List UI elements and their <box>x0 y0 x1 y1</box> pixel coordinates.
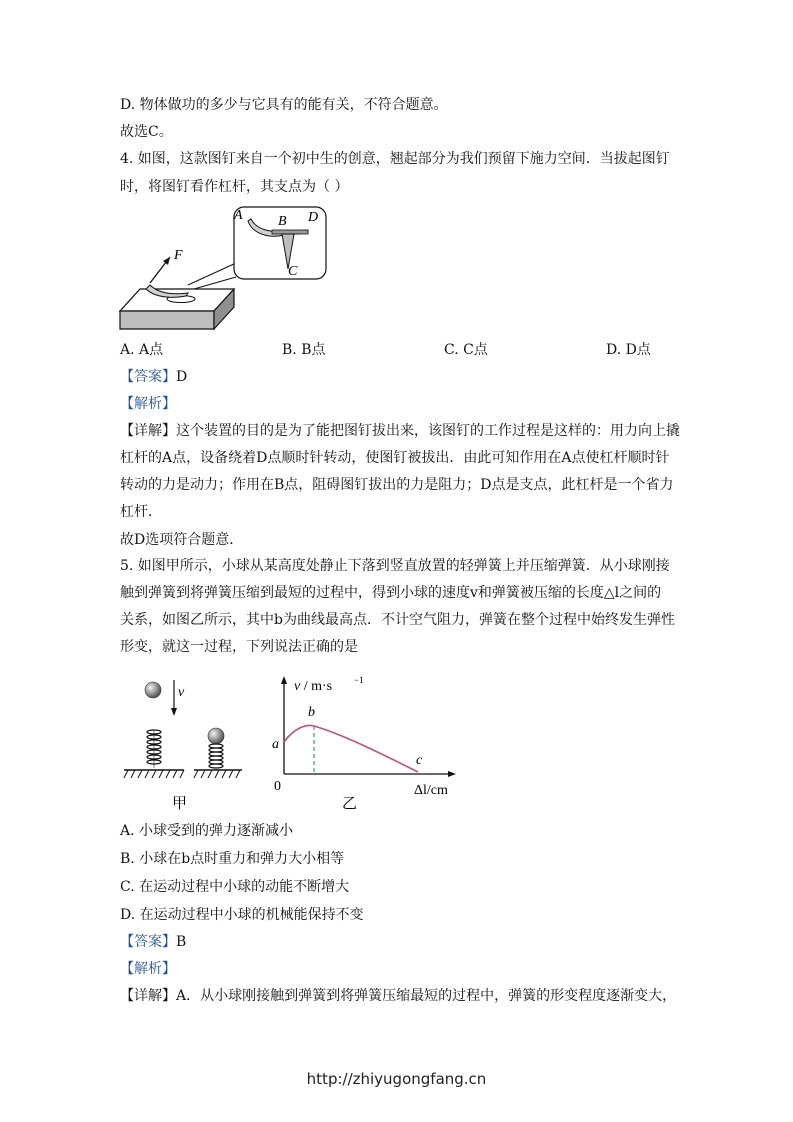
label-B: B <box>278 214 287 229</box>
q4-conclusion: 故D选项符合题意． <box>120 532 244 548</box>
detail-tag: 【详解】 <box>120 988 176 1004</box>
ball-falling <box>145 682 161 698</box>
label-A: A <box>234 208 243 223</box>
velocity-curve <box>284 726 418 772</box>
velocity-graph <box>262 672 462 812</box>
prev-option-d: D. 物体做功的多少与它具有的能有关，不符合题意。 <box>120 97 448 113</box>
q4-detail-line1 <box>120 421 680 441</box>
spring-figure <box>118 672 250 812</box>
q5-option-a: A. 小球受到的弹力逐渐减小 <box>120 823 294 839</box>
q4-detail-line2: 杠杆的A点，设备绕着D点顺时针转动，使图钉被拔出．由此可知作用在A点使杠杆顺时针 <box>120 450 670 466</box>
label-D: D <box>308 210 319 225</box>
spring-compressed <box>209 744 223 768</box>
q5-option-d: D. 在运动过程中小球的机械能保持不变 <box>120 907 364 923</box>
q5-stem-line1: 5. 如图甲所示，小球从某高度处静止下落到竖直放置的轻弹簧上并压缩弹簧．从小球刚接 <box>120 558 670 574</box>
caption-jia: 甲 <box>172 794 188 812</box>
q5-stem-line2: 触到弹簧到将弹簧压缩到最短的过程中，得到小球的速度v和弹簧被压缩的长度△l之间的 <box>120 585 662 601</box>
prev-conclusion: 故选C。 <box>120 124 173 140</box>
caption-yi: 乙 <box>342 794 358 812</box>
q4-analysis-tag: 【解析】 <box>120 396 176 412</box>
answer-value: D <box>176 369 188 385</box>
y-axis-sup: −1 <box>354 675 364 685</box>
point-a-label: a <box>272 737 279 752</box>
q4-option-a: A. A点 <box>120 342 164 358</box>
q4-stem-line2: 时，将图钉看作杠杆，其支点为（ ） <box>120 179 349 195</box>
answer-value: B <box>176 934 187 950</box>
block-front <box>120 311 214 329</box>
footer-url[interactable]: http://zhiyugongfang.cn <box>306 1070 487 1088</box>
point-c-label: c <box>416 753 423 768</box>
q5-answer <box>120 932 186 952</box>
q5-stem-line3: 关系，如图乙所示，其中b为曲线最高点．不计空气阻力，弹簧在整个过程中始终发生弹性 <box>120 612 675 628</box>
origin-label: 0 <box>274 779 281 794</box>
q5-stem-line4: 形变，就这一过程，下列说法正确的是 <box>120 639 358 655</box>
q4-option-b: B. B点 <box>282 342 326 358</box>
detail-text: 这个装置的目的是为了能把图钉拔出来，该图钉的工作过程是这样的：用力向上撬 <box>176 423 680 439</box>
label-F: F <box>174 248 183 263</box>
q5-detail-line1 <box>120 986 676 1006</box>
thumbtack-figure <box>118 205 340 335</box>
q4-detail-line3: 转动的力是动力；作用在B点，阻碍图钉拔出的力是阻力；D点是支点，此杠杆是一个省力 <box>120 477 674 493</box>
q4-stem-line1: 4. 如图，这款图钉来自一个初中生的创意，翘起部分为我们预留下施力空间．当拔起图钉 <box>120 151 670 167</box>
detail-text: A．从小球刚接触到弹簧到将弹簧压缩最短的过程中，弹簧的形变程度逐渐变大， <box>176 988 677 1004</box>
answer-tag: 【答案】 <box>120 934 176 950</box>
label-v-arrow: v <box>178 685 185 700</box>
point-b-label: b <box>308 705 315 720</box>
q4-answer <box>120 367 187 387</box>
q5-option-c: C. 在运动过程中小球的动能不断增大 <box>120 879 350 895</box>
q5-analysis-tag: 【解析】 <box>120 961 176 977</box>
q4-detail-line4: 杠杆． <box>120 504 162 520</box>
q5-option-b: B. 小球在b点时重力和弹力大小相等 <box>120 851 345 867</box>
y-axis-label: v / m·s <box>294 679 333 694</box>
answer-tag: 【答案】 <box>120 369 176 385</box>
label-C: C <box>288 264 298 279</box>
q4-option-d: D. D点 <box>606 342 651 358</box>
detail-tag: 【详解】 <box>120 423 176 439</box>
x-axis-label: Δl/cm <box>414 783 448 798</box>
q4-option-c: C. C点 <box>444 342 488 358</box>
ball-on-spring <box>208 728 224 744</box>
